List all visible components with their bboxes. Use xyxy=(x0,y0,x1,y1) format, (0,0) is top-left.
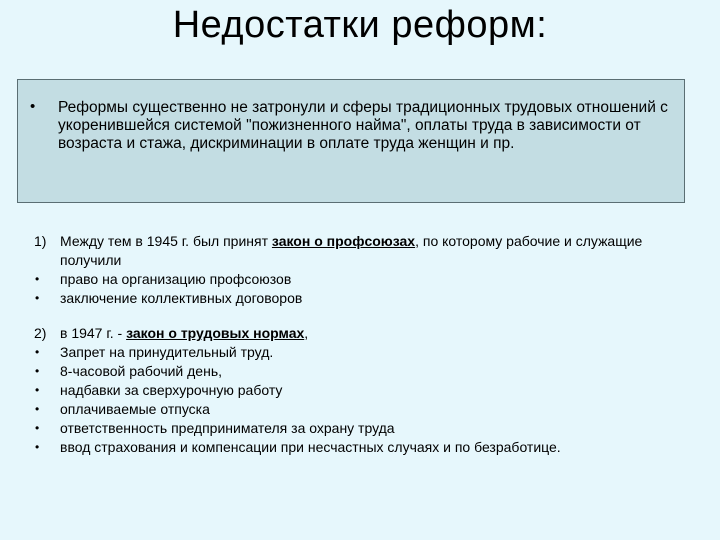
law-name: закон о трудовых нормах xyxy=(126,325,305,341)
list-item-text: заключение коллективных договоров xyxy=(60,290,303,306)
list-item-text: надбавки за сверхурочную работу xyxy=(60,382,283,398)
list-item-text: оплачиваемые отпуска xyxy=(60,401,210,417)
bullet-marker: • xyxy=(35,291,40,305)
bullet-marker: • xyxy=(35,402,40,416)
intro-text-after: , по которому рабочие и служащие получили xyxy=(60,233,643,268)
law-name: закон о профсоюзах xyxy=(271,233,416,249)
list-item-text: ввод страхования и компенсации при несчастных случаях и по безработице. xyxy=(60,439,561,455)
section-intro-text xyxy=(60,232,660,270)
bullet-marker: • xyxy=(35,440,40,454)
bullet-marker: • xyxy=(35,383,40,397)
bullet-marker: • xyxy=(35,421,40,435)
list-number: 1) xyxy=(34,233,47,249)
bullet-marker: • xyxy=(35,364,40,378)
section-intro-text xyxy=(60,324,308,343)
intro-text-before: Между тем в 1945 г. был принят xyxy=(60,233,272,249)
reform-drawbacks-text: Реформы существенно не затронули и сферы традиционных трудовых отношений с укоренившейся системой "пожизненного найма", оплаты труда в зависимости от возраста и стажа, дискриминации в оплате труда женщин и пр. xyxy=(58,99,668,152)
reform-drawbacks-box xyxy=(17,79,685,203)
intro-text-before: в 1947 г. - xyxy=(60,325,127,341)
bullet-marker: • xyxy=(35,345,40,359)
list-item-text: право на организацию профсоюзов xyxy=(60,271,292,287)
bullet-marker: • xyxy=(30,98,36,115)
intro-text-after: , xyxy=(304,325,309,341)
list-item-text: Запрет на принудительный труд. xyxy=(60,344,274,360)
slide-title: Недостатки реформ: xyxy=(172,4,548,46)
bullet-marker: • xyxy=(35,272,40,286)
list-number: 2) xyxy=(34,325,47,341)
list-item-text: 8-часовой рабочий день, xyxy=(60,363,223,379)
list-item-text: ответственность предпринимателя за охрану труда xyxy=(60,420,395,436)
